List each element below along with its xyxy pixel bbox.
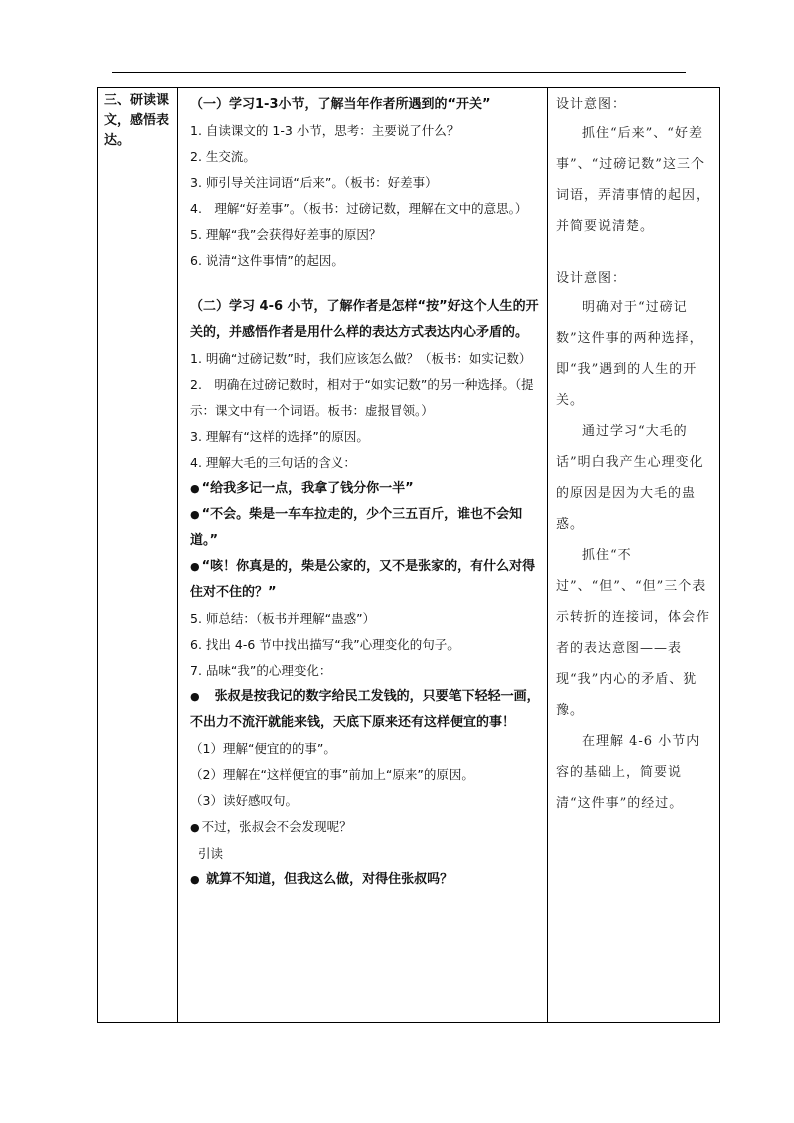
list-item: 7. 品味“我”的心理变化： (190, 663, 332, 678)
design-intent-text: 抓住“不过”、“但”、“但”三个表示转折的连接词，体会作者的表达意图——表现“我”内心的矛盾、犹豫。 (556, 548, 711, 718)
list-item: 2. 明确在过磅记数时，相对于“如实记数”的另一种选择。（提示：课文中有一个词语。板书：虚报冒领。） (190, 377, 534, 418)
list-item: 1. 自读课文的 1-3 小节，思考：主要说了什么？ (190, 123, 460, 138)
quote-text: “咳！你真是的，柴是公家的，又不是张家的，有什么对得住对不住的？” (190, 559, 536, 600)
design-intent-text: 明确对于“过磅记数”这件事的两种选择，即“我”遇到的人生的开关。 (556, 300, 704, 408)
quote-text: “给我多记一点，我拿了钱分你一半” (201, 481, 414, 496)
list-item: 4. 理解“好差事”。（板书：过磅记数，理解在文中的意思。） (190, 201, 528, 216)
list-item: 6. 说清“这件事情”的起因。 (190, 253, 344, 268)
quote-item (190, 554, 541, 606)
header-rule (112, 72, 686, 73)
sub-item: （2）理解在“这样便宜的事”前加上“原来”的原因。 (190, 767, 474, 782)
design-intent-cell (548, 88, 720, 1023)
list-item: 4. 理解大毛的三句话的含义： (190, 455, 356, 470)
bullet-icon: ● (190, 482, 200, 495)
section2-title: （二）学习 4-6 小节，了解作者是怎样“按”好这个人生的开关的，并感悟作者是用什么样的表达方式表达内心矛盾的。 (190, 299, 539, 340)
bullet-icon: ● (190, 873, 200, 886)
bullet-icon: ● (190, 690, 200, 703)
question-text: 不过，张叔会不会发现呢？ (201, 819, 352, 834)
key-sentence (190, 684, 541, 736)
design-intent-label: 设计意图： (556, 97, 627, 112)
final-question (190, 867, 541, 893)
content-cell (178, 88, 548, 1023)
list-item: 6. 找出 4-6 节中找出描写“我”心理变化的句子。 (190, 637, 460, 652)
lesson-plan-table (97, 87, 720, 1023)
bullet-icon: ● (190, 508, 200, 521)
quote-item (190, 476, 541, 502)
design-intent-text: 在理解 4-6 小节内容的基础上，简要说清“这件事”的经过。 (556, 734, 701, 811)
stage-label: 三、研读课文，感悟表达。 (104, 93, 170, 148)
list-item: 5. 师总结：（板书并理解“蛊惑”） (190, 611, 376, 626)
list-item: 1. 明确“过磅记数”时，我们应该怎么做？（板书：如实记数） (190, 351, 532, 366)
sub-item: （1）理解“便宜的的事”。 (190, 741, 336, 756)
key-sentence-text: 张叔是按我记的数字给民工发钱的，只要笔下轻轻一画，不出力不流汗就能来钱，天底下原来还有这样便宜的事！ (190, 689, 540, 730)
quote-text: “不会。柴是一车车拉走的，少个三五百斤，谁也不会知道。” (190, 507, 523, 548)
stage-cell (98, 88, 178, 1023)
list-item: 5. 理解“我”会获得好差事的原因？ (190, 227, 382, 242)
list-item: 3. 理解有“这样的选择”的原因。 (190, 429, 369, 444)
list-item: 3. 师引导关注词语“后来”。（板书：好差事） (190, 175, 438, 190)
bullet-icon: ● (190, 560, 200, 573)
sub-item: （3）读好感叹句。 (190, 793, 298, 808)
list-item: 2. 生交流。 (190, 149, 256, 164)
design-intent-text: 通过学习“大毛的话”明白我产生心理变化的原因是因为大毛的蛊惑。 (556, 424, 704, 532)
question-item (190, 814, 541, 841)
section1-title: （一）学习1-3小节，了解当年作者所遇到的“开关” (190, 97, 491, 112)
lead-reading: 引读 (198, 846, 224, 861)
final-question-text: 就算不知道，但我这么做，对得住张叔吗？ (206, 872, 454, 887)
design-intent-text: 抓住“后来”、“好差事”、“过磅记数”这三个词语，弄清事情的起因，并简要说清楚。 (556, 126, 711, 234)
quote-item (190, 502, 541, 554)
design-intent-label: 设计意图： (556, 271, 627, 286)
bullet-icon: ● (190, 821, 200, 834)
